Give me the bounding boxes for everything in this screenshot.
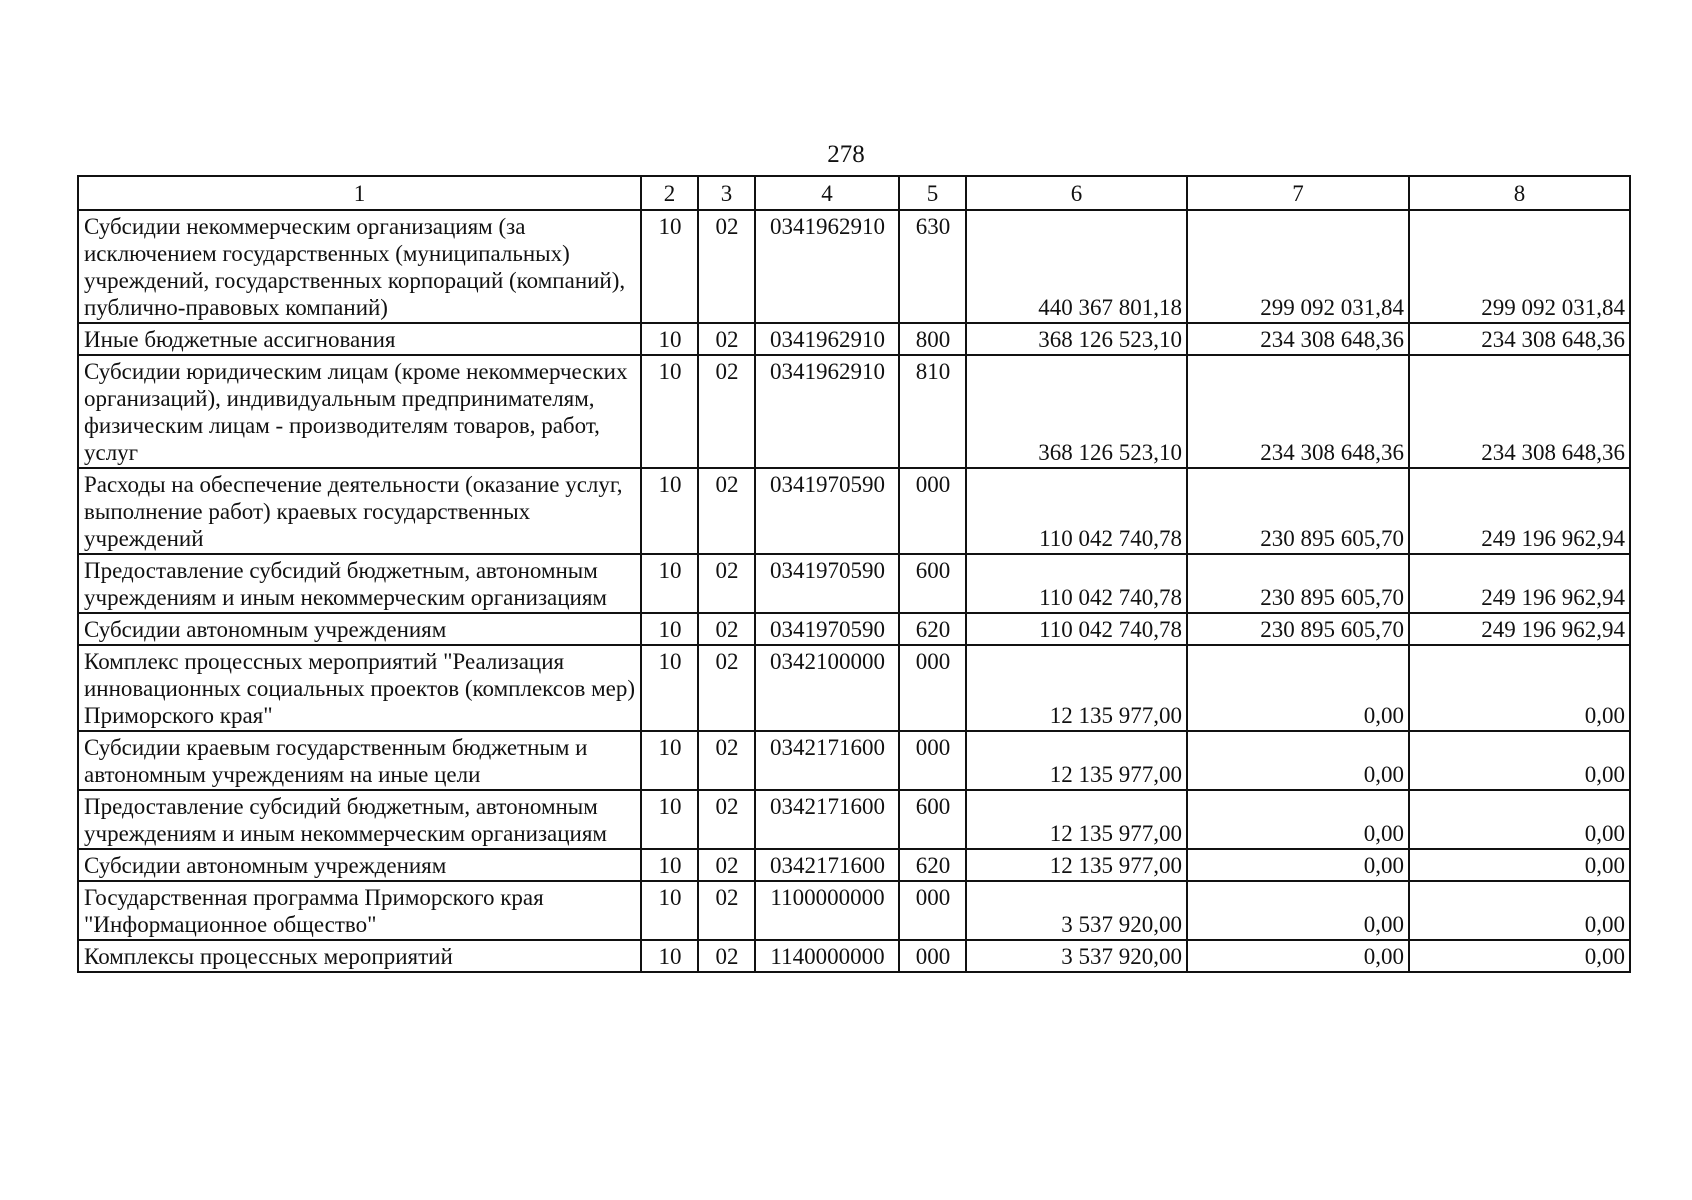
table-row: [78, 613, 1630, 645]
expense-name: Иные бюджетные ассигнования: [78, 323, 641, 355]
section-code: 10: [641, 210, 698, 323]
table-row: [78, 210, 1630, 323]
section-code: 10: [641, 849, 698, 881]
expense-type-code: 000: [899, 731, 966, 790]
amount-col-8: 0,00: [1409, 849, 1630, 881]
expense-type-code: 810: [899, 355, 966, 468]
amount-col-7: 299 092 031,84: [1187, 210, 1409, 323]
table-row: [78, 940, 1630, 972]
target-code: 0342171600: [755, 790, 899, 849]
subsection-code: 02: [698, 613, 755, 645]
table-row: [78, 881, 1630, 940]
amount-col-6: 3 537 920,00: [966, 881, 1187, 940]
target-code: 1100000000: [755, 881, 899, 940]
target-code: 0341970590: [755, 613, 899, 645]
target-code: 0342171600: [755, 731, 899, 790]
expense-name: Субсидии юридическим лицам (кроме некоммерческих организаций), индивидуальным предпринимателям, физическим лицам - производителям товаров, работ, услуг: [78, 355, 641, 468]
subsection-code: 02: [698, 210, 755, 323]
expense-type-code: 000: [899, 468, 966, 554]
subsection-code: 02: [698, 881, 755, 940]
subsection-code: 02: [698, 731, 755, 790]
subsection-code: 02: [698, 554, 755, 613]
amount-col-7: 234 308 648,36: [1187, 355, 1409, 468]
amount-col-6: 12 135 977,00: [966, 645, 1187, 731]
amount-col-8: 249 196 962,94: [1409, 613, 1630, 645]
expense-type-code: 630: [899, 210, 966, 323]
section-code: 10: [641, 645, 698, 731]
expense-name: Субсидии краевым государственным бюджетным и автономным учреждениям на иные цели: [78, 731, 641, 790]
subsection-code: 02: [698, 645, 755, 731]
amount-col-7: 0,00: [1187, 940, 1409, 972]
target-code: 0342171600: [755, 849, 899, 881]
column-header: 2: [641, 176, 698, 210]
section-code: 10: [641, 355, 698, 468]
column-header: 4: [755, 176, 899, 210]
expense-name: Государственная программа Приморского края "Информационное общество": [78, 881, 641, 940]
target-code: 0341970590: [755, 468, 899, 554]
amount-col-7: 0,00: [1187, 849, 1409, 881]
expense-name: Субсидии автономным учреждениям: [78, 849, 641, 881]
expense-name: Предоставление субсидий бюджетным, автономным учреждениям и иным некоммерческим организациям: [78, 790, 641, 849]
column-header: 8: [1409, 176, 1630, 210]
expense-name: Предоставление субсидий бюджетным, автономным учреждениям и иным некоммерческим организациям: [78, 554, 641, 613]
amount-col-6: 3 537 920,00: [966, 940, 1187, 972]
expense-type-code: 800: [899, 323, 966, 355]
amount-col-7: 234 308 648,36: [1187, 323, 1409, 355]
amount-col-8: 234 308 648,36: [1409, 323, 1630, 355]
target-code: 0342100000: [755, 645, 899, 731]
expense-name: Комплекс процессных мероприятий "Реализация инновационных социальных проектов (комплексов мер) Приморского края": [78, 645, 641, 731]
amount-col-7: 0,00: [1187, 731, 1409, 790]
table-row: [78, 323, 1630, 355]
expense-type-code: 620: [899, 849, 966, 881]
subsection-code: 02: [698, 355, 755, 468]
amount-col-6: 110 042 740,78: [966, 554, 1187, 613]
subsection-code: 02: [698, 323, 755, 355]
amount-col-8: 0,00: [1409, 645, 1630, 731]
table-row: [78, 554, 1630, 613]
section-code: 10: [641, 940, 698, 972]
section-code: 10: [641, 881, 698, 940]
section-code: 10: [641, 613, 698, 645]
amount-col-8: 249 196 962,94: [1409, 468, 1630, 554]
amount-col-8: 299 092 031,84: [1409, 210, 1630, 323]
amount-col-7: 0,00: [1187, 790, 1409, 849]
column-header: 5: [899, 176, 966, 210]
expense-type-code: 620: [899, 613, 966, 645]
expense-type-code: 000: [899, 940, 966, 972]
column-header: 3: [698, 176, 755, 210]
table-row: [78, 468, 1630, 554]
amount-col-7: 0,00: [1187, 645, 1409, 731]
expense-type-code: 600: [899, 790, 966, 849]
amount-col-8: 234 308 648,36: [1409, 355, 1630, 468]
page-number: 278: [827, 141, 865, 168]
expense-type-code: 600: [899, 554, 966, 613]
amount-col-6: 110 042 740,78: [966, 468, 1187, 554]
expense-name: Расходы на обеспечение деятельности (оказание услуг, выполнение работ) краевых государственных учреждений: [78, 468, 641, 554]
target-code: 0341962910: [755, 323, 899, 355]
table-row: [78, 790, 1630, 849]
column-header: 6: [966, 176, 1187, 210]
amount-col-8: 249 196 962,94: [1409, 554, 1630, 613]
section-code: 10: [641, 790, 698, 849]
header-row: [78, 176, 1630, 210]
subsection-code: 02: [698, 849, 755, 881]
column-header: 7: [1187, 176, 1409, 210]
subsection-code: 02: [698, 468, 755, 554]
amount-col-6: 12 135 977,00: [966, 849, 1187, 881]
budget-table: [77, 175, 1631, 973]
amount-col-6: 12 135 977,00: [966, 731, 1187, 790]
table-row: [78, 849, 1630, 881]
table-row: [78, 355, 1630, 468]
section-code: 10: [641, 468, 698, 554]
table-row: [78, 645, 1630, 731]
amount-col-8: 0,00: [1409, 881, 1630, 940]
amount-col-8: 0,00: [1409, 731, 1630, 790]
amount-col-7: 230 895 605,70: [1187, 468, 1409, 554]
amount-col-6: 368 126 523,10: [966, 323, 1187, 355]
expense-name: Комплексы процессных мероприятий: [78, 940, 641, 972]
amount-col-6: 440 367 801,18: [966, 210, 1187, 323]
section-code: 10: [641, 323, 698, 355]
target-code: 0341962910: [755, 355, 899, 468]
amount-col-6: 110 042 740,78: [966, 613, 1187, 645]
amount-col-8: 0,00: [1409, 940, 1630, 972]
amount-col-7: 230 895 605,70: [1187, 554, 1409, 613]
target-code: 1140000000: [755, 940, 899, 972]
target-code: 0341962910: [755, 210, 899, 323]
column-header: 1: [78, 176, 641, 210]
amount-col-8: 0,00: [1409, 790, 1630, 849]
amount-col-6: 368 126 523,10: [966, 355, 1187, 468]
section-code: 10: [641, 731, 698, 790]
target-code: 0341970590: [755, 554, 899, 613]
subsection-code: 02: [698, 940, 755, 972]
amount-col-7: 0,00: [1187, 881, 1409, 940]
section-code: 10: [641, 554, 698, 613]
amount-col-7: 230 895 605,70: [1187, 613, 1409, 645]
expense-type-code: 000: [899, 881, 966, 940]
table-row: [78, 731, 1630, 790]
amount-col-6: 12 135 977,00: [966, 790, 1187, 849]
expense-name: Субсидии автономным учреждениям: [78, 613, 641, 645]
subsection-code: 02: [698, 790, 755, 849]
expense-type-code: 000: [899, 645, 966, 731]
expense-name: Субсидии некоммерческим организациям (за исключением государственных (муниципальных) учреждений, государственных корпораций (компаний), публично-правовых компаний): [78, 210, 641, 323]
